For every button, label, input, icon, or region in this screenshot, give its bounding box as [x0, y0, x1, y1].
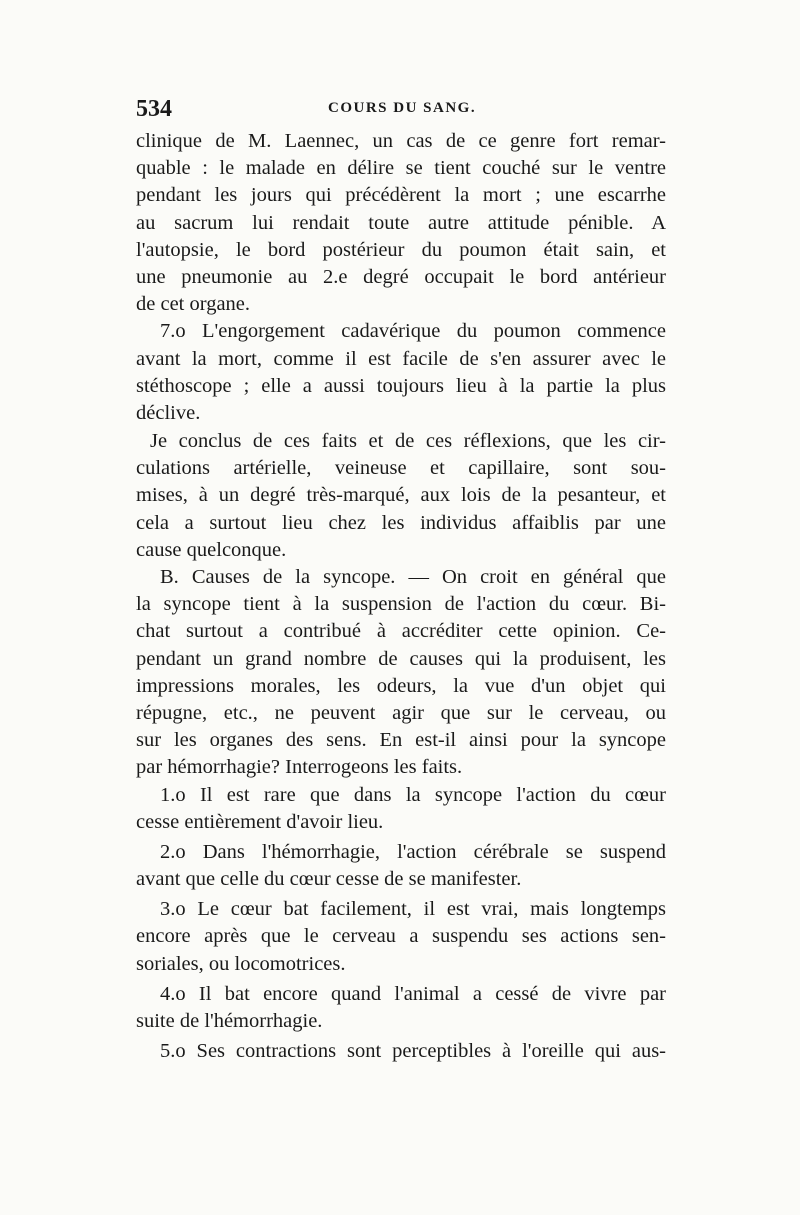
- text-line: quable : le malade en délire se tient couché sur le ventre: [136, 157, 666, 180]
- text-line: mises, à un degré très-marqué, aux lois de la pesanteur, et: [136, 484, 666, 507]
- text-line: pendant un grand nombre de causes qui la produisent, les: [136, 647, 666, 670]
- text-line: avant que celle du cœur cesse de se manifester.: [136, 868, 522, 891]
- page-header: [136, 96, 666, 126]
- text-line: clinique de M. Laennec, un cas de ce genre fort remar-: [136, 130, 666, 152]
- text-line: sur les organes des sens. En est-il ainsi pour la syncope: [136, 729, 666, 752]
- text-line: chat surtout a contribué à accréditer cette opinion. Ce-: [136, 620, 666, 643]
- text-line: de cet organe.: [136, 293, 251, 316]
- text-line: B. Causes de la syncope. — On croit en général que: [160, 566, 666, 588]
- body-text: [136, 128, 666, 1065]
- text-line: au sacrum lui rendait toute autre attitude pénible. A: [136, 211, 666, 234]
- text-line: répugne, etc., ne peuvent agir que sur le cerveau, ou: [136, 701, 666, 724]
- text-line: culations artérielle, veineuse et capillaire, sont sou-: [136, 457, 666, 480]
- running-title: COURS DU SANG.: [328, 100, 477, 116]
- text-line: pendant les jours qui précédèrent la mort ; une escarrhe: [136, 184, 666, 207]
- text-line: 3.o Le cœur bat facilement, il est vrai, mais longtemps: [160, 898, 666, 921]
- text-line: cesse entièrement d'avoir lieu.: [136, 810, 384, 833]
- text-line: une pneumonie au 2.e degré occupait le bord antérieur: [136, 265, 666, 288]
- text-line: par hémorrhagie? Interrogeons les faits.: [136, 756, 463, 779]
- text-line: cela a surtout lieu chez les individus affaiblis par une: [136, 511, 666, 534]
- text-line: déclive.: [136, 401, 201, 424]
- text-line: 4.o Il bat encore quand l'animal a cessé de vivre par: [160, 982, 666, 1005]
- text-line: impressions morales, les odeurs, la vue d'un objet qui: [136, 674, 666, 697]
- text-line: stéthoscope ; elle a aussi toujours lieu à la partie la plus: [136, 374, 666, 397]
- text-line: la syncope tient à la suspension de l'action du cœur. Bi-: [136, 593, 666, 616]
- text-line: 1.o Il est rare que dans la syncope l'action du cœur: [160, 783, 666, 806]
- text-line: avant la mort, comme il est facile de s'en assurer avec le: [136, 347, 666, 370]
- text-line: Je conclus de ces faits et de ces réflexions, que les cir-: [150, 430, 666, 453]
- text-line: 5.o Ses contractions sont perceptibles à l'oreille qui aus-: [160, 1040, 666, 1063]
- page-number: 534: [136, 96, 172, 122]
- text-line: encore après que le cerveau a suspendu ses actions sen-: [136, 925, 666, 948]
- text-line: l'autopsie, le bord postérieur du poumon était sain, et: [136, 238, 666, 261]
- text-line: 2.o Dans l'hémorrhagie, l'action cérébrale se suspend: [160, 840, 666, 863]
- text-line: suite de l'hémorrhagie.: [136, 1010, 323, 1032]
- text-line: soriales, ou locomotrices.: [136, 952, 346, 975]
- text-line: cause quelconque.: [136, 538, 287, 561]
- text-line: 7.o L'engorgement cadavérique du poumon commence: [160, 320, 666, 343]
